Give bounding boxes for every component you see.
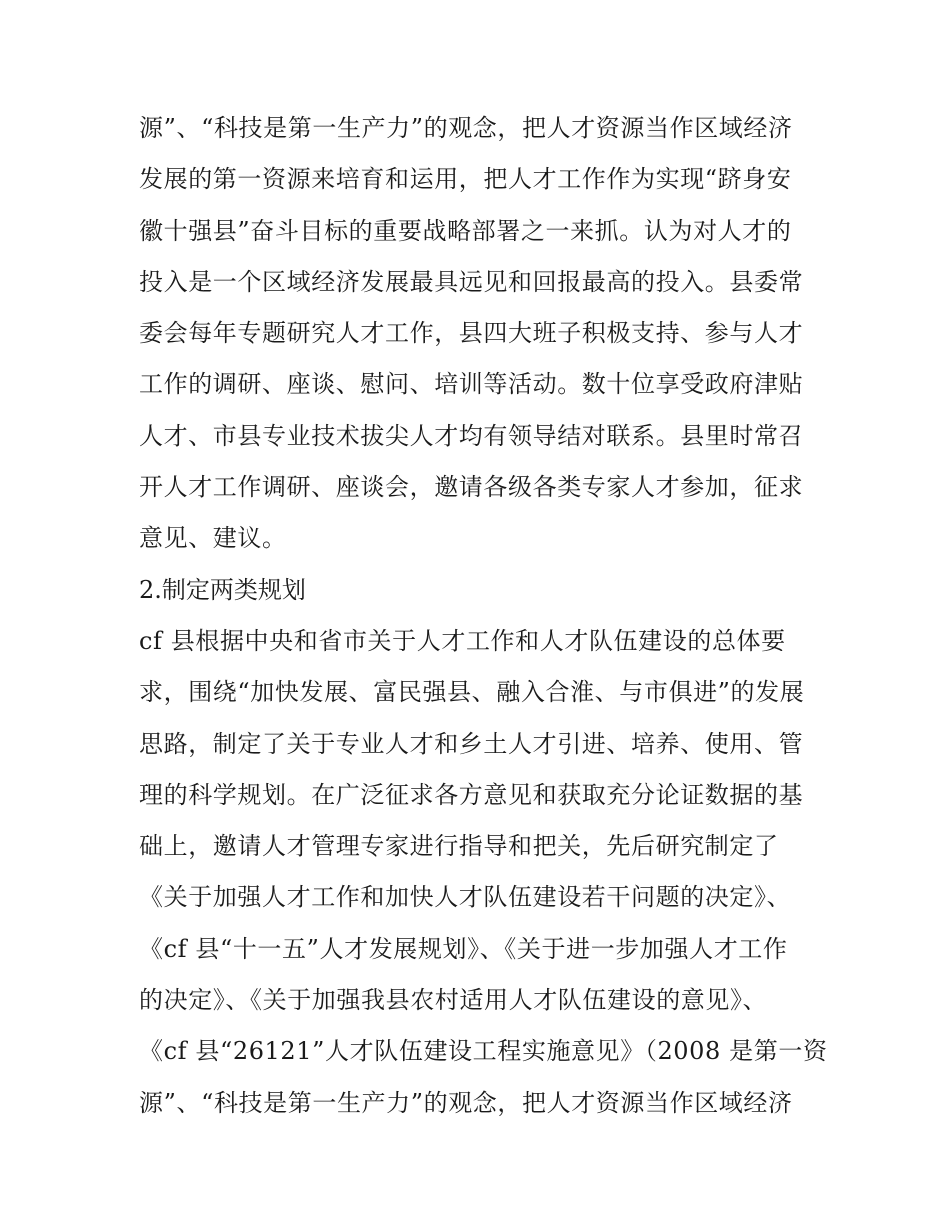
text-line-9: 意见、建议。 (139, 524, 287, 553)
document-body (139, 103, 829, 1129)
text-line-14: 理的科学规划。在广泛征求各方意见和获取充分论证数据的基 (139, 780, 804, 809)
text-line-8: 开人才工作调研、座谈会，邀请各级各类专家人才参加，征求 (139, 473, 804, 502)
text-line-11: cf 县根据中央和省市关于人才工作和人才队伍建设的总体要 (139, 626, 786, 655)
text-line-16: 《关于加强人才工作和加快人才队伍建设若干问题的决定》、 (139, 883, 792, 912)
text-line-4: 投入是一个区域经济发展最具远见和回报最高的投入。县委常 (139, 267, 804, 296)
text-line-18: 的决定》、《关于加强我县农村适用人才队伍建设的意见》、 (139, 986, 768, 1015)
text-line-7: 人才、市县专业技术拔尖人才均有领导结对联系。县里时常召 (139, 421, 804, 450)
text-line-1: 源”、“科技是第一生产力”的观念，把人才资源当作区域经济 (139, 114, 793, 142)
text-line-20: 源”、“科技是第一生产力”的观念，把人才资源当作区域经济 (139, 1088, 793, 1117)
text-line-3: 徽十强县”奋斗目标的重要战略部署之一来抓。认为对人才的 (139, 216, 792, 245)
text-line-17: 《cf 县“十一五”人才发展规划》、《关于进一步加强人才工作 (139, 934, 788, 963)
text-line-15: 础上，邀请人才管理专家进行指导和把关，先后研究制定了 (139, 832, 779, 861)
text-line-12: 求，围绕“加快发展、富民强县、融入合淮、与市俱进”的发展 (139, 678, 805, 707)
text-line-19: 《cf 县“26121”人才队伍建设工程实施意见》（2008 是第一资 (139, 1037, 828, 1066)
section-heading: 2.制定两类规划 (139, 575, 306, 604)
text-line-13: 思路，制定了关于专业人才和乡土人才引进、培养、使用、管 (139, 729, 804, 758)
text-line-2: 发展的第一资源来培育和运用，把人才工作作为实现“跻身安 (139, 165, 792, 194)
text-line-6: 工作的调研、座谈、慰问、培训等活动。数十位享受政府津贴 (139, 370, 804, 399)
text-line-5: 委会每年专题研究人才工作，县四大班子积极支持、参与人才 (139, 319, 804, 348)
